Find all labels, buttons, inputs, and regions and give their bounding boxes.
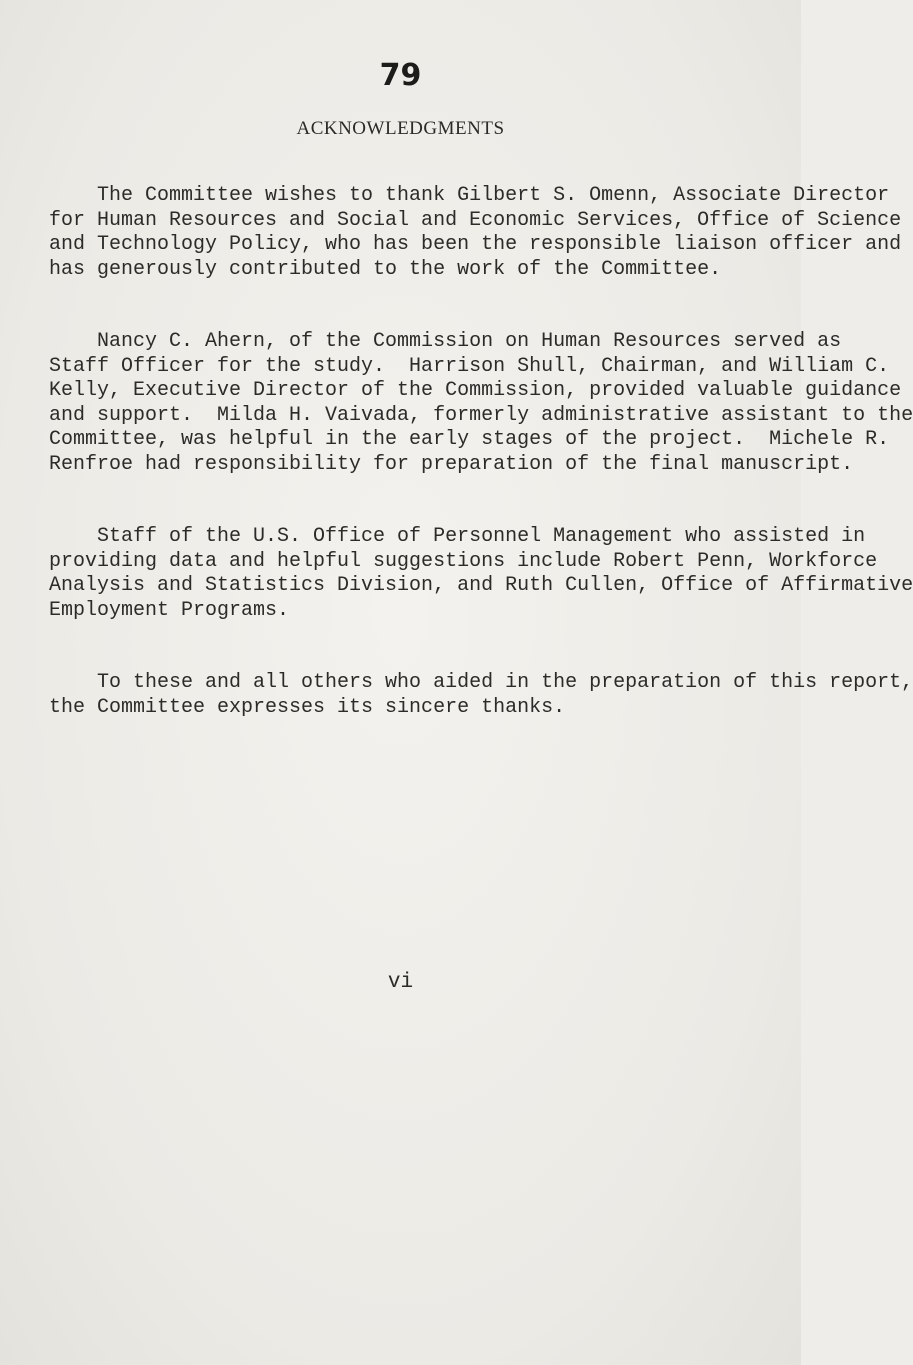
text-line: and Technology Policy, who has been the responsible liaison officer and [49, 233, 902, 256]
paragraph-1 [49, 184, 902, 282]
text-line: To these and all others who aided in the preparation of this report, [49, 671, 913, 694]
text-line: Nancy C. Ahern, of the Commission on Human Resources served as [49, 330, 842, 353]
text-line: and support. Milda H. Vaivada, formerly administrative assistant to the [49, 403, 913, 427]
footer-page-number: vi [387, 971, 414, 994]
text-line: Staff Officer for the study. Harrison Shull, Chairman, and William C. [49, 354, 890, 378]
text-line: for Human Resources and Social and Economic Services, Office of Science [49, 208, 902, 232]
text-line: The Committee wishes to thank Gilbert S. Omenn, Associate Director [49, 184, 890, 207]
text-line: Kelly, Executive Director of the Commission, provided valuable guidance [49, 379, 902, 402]
page-title: ACKNOWLEDGMENTS [296, 118, 505, 139]
paragraph-2 [49, 330, 913, 477]
page-number: 79 [379, 58, 422, 93]
text-line: Renfroe had responsibility for preparation of the final manuscript. [49, 452, 854, 476]
paragraph-4 [49, 671, 913, 720]
paragraph-3 [49, 525, 913, 623]
document-body [49, 184, 913, 768]
text-line: Committee, was helpful in the early stages of the project. Michele R. [49, 428, 890, 451]
text-line: Staff of the U.S. Office of Personnel Management who assisted in [49, 525, 866, 548]
text-line: providing data and helpful suggestions include Robert Penn, Workforce [49, 549, 878, 573]
text-line: Analysis and Statistics Division, and Ruth Cullen, Office of Affirmative [49, 574, 913, 597]
text-line: the Committee expresses its sincere thanks. [49, 695, 566, 719]
text-line: Employment Programs. [49, 598, 290, 622]
text-line: has generously contributed to the work of the Committee. [49, 257, 722, 281]
